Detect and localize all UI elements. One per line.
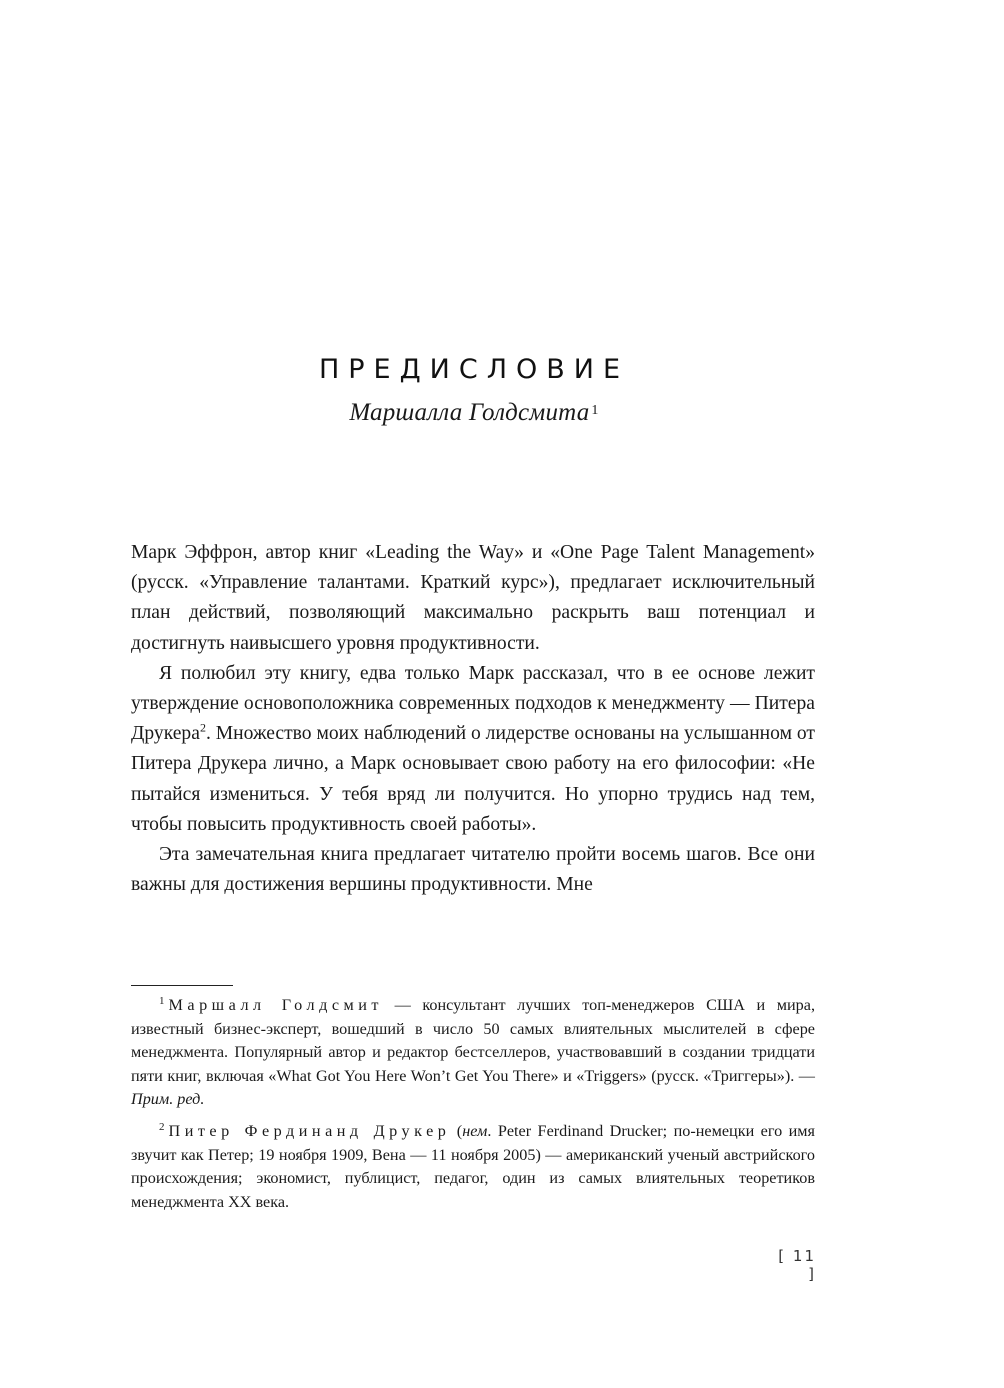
chapter-subtitle-text: Маршалла Голдсмита xyxy=(349,399,590,426)
body-text xyxy=(131,538,815,900)
chapter-title: ПРЕДИСЛОВИЕ xyxy=(318,354,630,385)
paragraph-2-part-2: . Множество моих наблюдений о лидерстве основаны на услышанном от Питера Друкера лично, а Марк основывает свою работу на его философии: «Не пытайся измениться. У тебя вряд ли получится. Но упорно трудись над тем, чтобы повысить продуктивность своей работы». xyxy=(131,723,815,835)
footnote-ref-2[interactable]: 2 xyxy=(199,720,206,735)
footnote-2-text: . Peter Ferdinand Drucker; по-немецки его имя звучит как Петер; 19 ноября 1909, Вена — 11 ноября 2005) — американский ученый австрийского происхождения; экономист, публицист, педагог, один из самых влиятельных теоретиков менеджмента XX века. xyxy=(131,1121,815,1211)
paragraph-1: Марк Эффрон, автор книг «Leading the Way» и «One Page Talent Management» (русск. «Управление талантами. Краткий курс»), предлагает исключительный план действий, позволяющий максимально раскрыть ваш потенциал и достигнуть наивысшего уровня продуктивности. xyxy=(131,542,815,654)
chapter-subtitle xyxy=(0,396,948,430)
footnotes xyxy=(131,994,815,1222)
footnote-2-name: Питер Фердинанд Друкер xyxy=(168,1121,451,1140)
footnote-divider xyxy=(131,985,233,986)
footnote-1 xyxy=(131,994,815,1112)
footnote-1-name: Маршалл Голдсмит xyxy=(168,996,383,1014)
footnote-2-number: 2 xyxy=(159,1120,165,1133)
footnote-1-text: — консультант лучших топ-менеджеров США и мира, известный бизнес-эксперт, вошедший в число 50 самых влиятельных мыслителей в сфере менеджмента. Популярный автор и редактор бестселлеров, участвовавший в создании тридцати пяти книг, включая «What Got You Here Won’t Get You There» и «Triggers» (русск. «Триггеры»). — xyxy=(131,996,815,1085)
footnote-1-number: 1 xyxy=(159,994,165,1007)
footnote-2-lang: нем xyxy=(462,1121,488,1140)
paragraph-2 xyxy=(131,659,815,840)
footnote-ref-1[interactable]: 1 xyxy=(591,403,599,418)
paragraph-2-part-1: Я полюбил эту книгу, едва только Марк рассказал, что в ее основе лежит утверждение основоположника современных подходов к менеджменту — Питера Друкера xyxy=(131,662,815,745)
chapter-heading xyxy=(0,350,948,430)
paragraph-3: Эта замечательная книга предлагает читателю пройти восемь шагов. Все они важны для достижения вершины продуктивности. Мне xyxy=(131,844,815,896)
footnote-1-editor-note: Прим. ред. xyxy=(131,1090,205,1109)
footnote-2: $^2$ Питер Фердинанд Друкер (нем. Peter Ferdinand Drucker; по-немецки его имя звучит как Петер; 19 ноября 1909, Вена — 11 ноября 2005) — американский ученый австрийского происхождения; экономист, публицист, педагог, один из самых влиятельных теоретиков менеджмента XX века. xyxy=(131,1120,815,1211)
page-number: [ 11 ] xyxy=(778,1247,816,1283)
